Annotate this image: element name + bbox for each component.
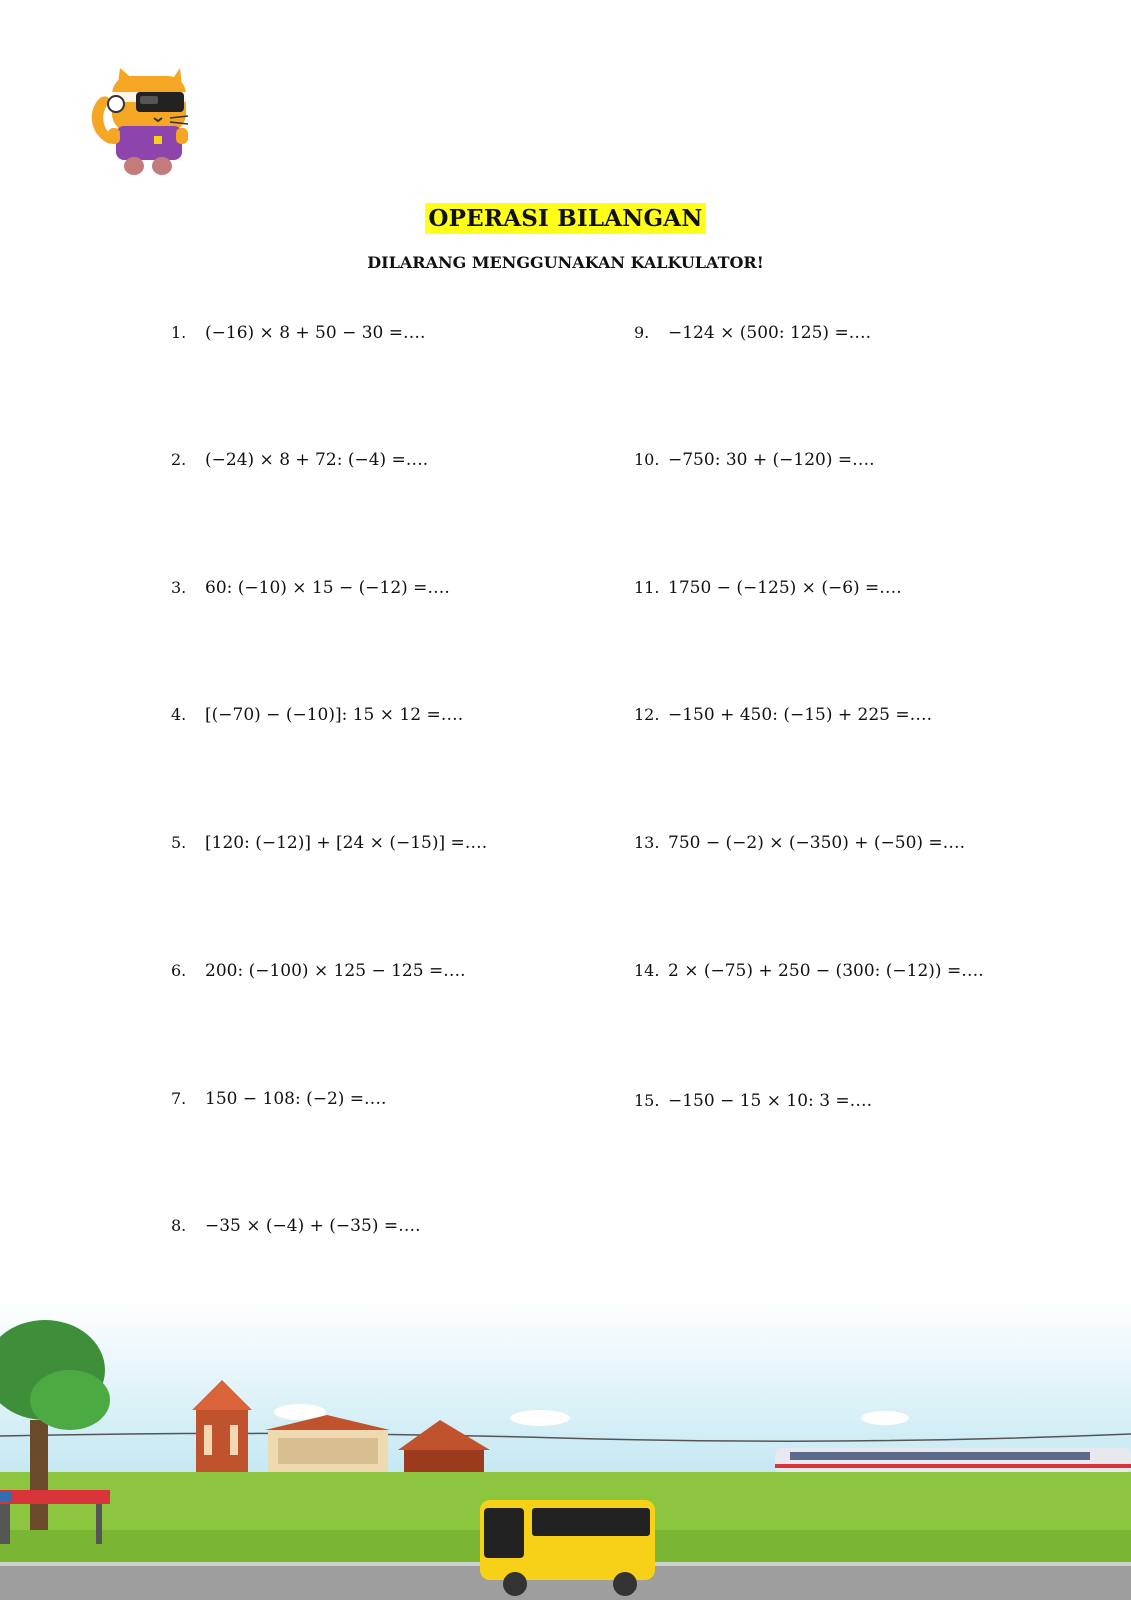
problem-item [171, 1089, 386, 1109]
problem-item [171, 323, 425, 343]
problem-item [634, 578, 902, 598]
problem-item [634, 323, 871, 343]
problem-item [634, 1091, 872, 1111]
problem-item [171, 450, 428, 470]
problem-item [171, 833, 487, 853]
train-icon [775, 1448, 1131, 1474]
problem-item [171, 1216, 421, 1236]
problem-number: 4. [171, 705, 187, 724]
problem-item [634, 961, 984, 981]
problem-expression: (−16) × 8 + 50 − 30 =…. [205, 323, 426, 343]
problem-expression: −124 × (500: 125) =…. [668, 323, 872, 343]
problem-expression: 60: (−10) × 15 − (−12) =…. [205, 578, 450, 598]
problem-number: 6. [171, 961, 187, 980]
problem-number: 8. [171, 1216, 187, 1235]
problem-item [634, 833, 965, 853]
problem-expression: −35 × (−4) + (−35) =…. [205, 1216, 421, 1236]
problem-number: 13. [634, 833, 660, 852]
problem-expression: 1750 − (−125) × (−6) =…. [668, 578, 902, 598]
problem-expression: [120: (−12)] + [24 × (−15)] =…. [205, 833, 488, 853]
problem-expression: [(−70) − (−10)]: 15 × 12 =…. [205, 705, 464, 725]
problem-number: 10. [634, 450, 660, 469]
problem-expression: −150 − 15 × 10: 3 =…. [668, 1091, 873, 1111]
page-subtitle: DILARANG MENGGUNAKAN KALKULATOR! [367, 253, 764, 272]
problem-item [171, 961, 466, 981]
problem-number: 14. [634, 961, 660, 980]
problem-number: 7. [171, 1089, 187, 1108]
problem-expression: 200: (−100) × 125 − 125 =…. [205, 961, 466, 981]
problem-item [171, 578, 450, 598]
problem-expression: −750: 30 + (−120) =…. [668, 450, 875, 470]
problem-expression: −150 + 450: (−15) + 225 =…. [668, 705, 933, 725]
problem-number: 9. [634, 323, 650, 342]
problem-number: 15. [634, 1091, 660, 1110]
problem-number: 1. [171, 323, 187, 342]
problem-expression: 2 × (−75) + 250 − (300: (−12)) =…. [668, 961, 984, 981]
problem-item [634, 705, 932, 725]
problem-number: 12. [634, 705, 660, 724]
problem-item [634, 450, 875, 470]
problem-number: 11. [634, 578, 660, 597]
problem-number: 2. [171, 450, 187, 469]
problem-expression: 750 − (−2) × (−350) + (−50) =…. [668, 833, 966, 853]
problem-item [171, 705, 463, 725]
problem-expression: (−24) × 8 + 72: (−4) =…. [205, 450, 429, 470]
problem-expression: 150 − 108: (−2) =…. [205, 1089, 387, 1109]
problem-number: 5. [171, 833, 187, 852]
cat-mascot-icon [80, 66, 192, 182]
title-wrapper [0, 203, 1131, 234]
city-scene-illustration [0, 1300, 1131, 1600]
page-title: OPERASI BILANGAN [425, 203, 705, 234]
problem-number: 3. [171, 578, 187, 597]
